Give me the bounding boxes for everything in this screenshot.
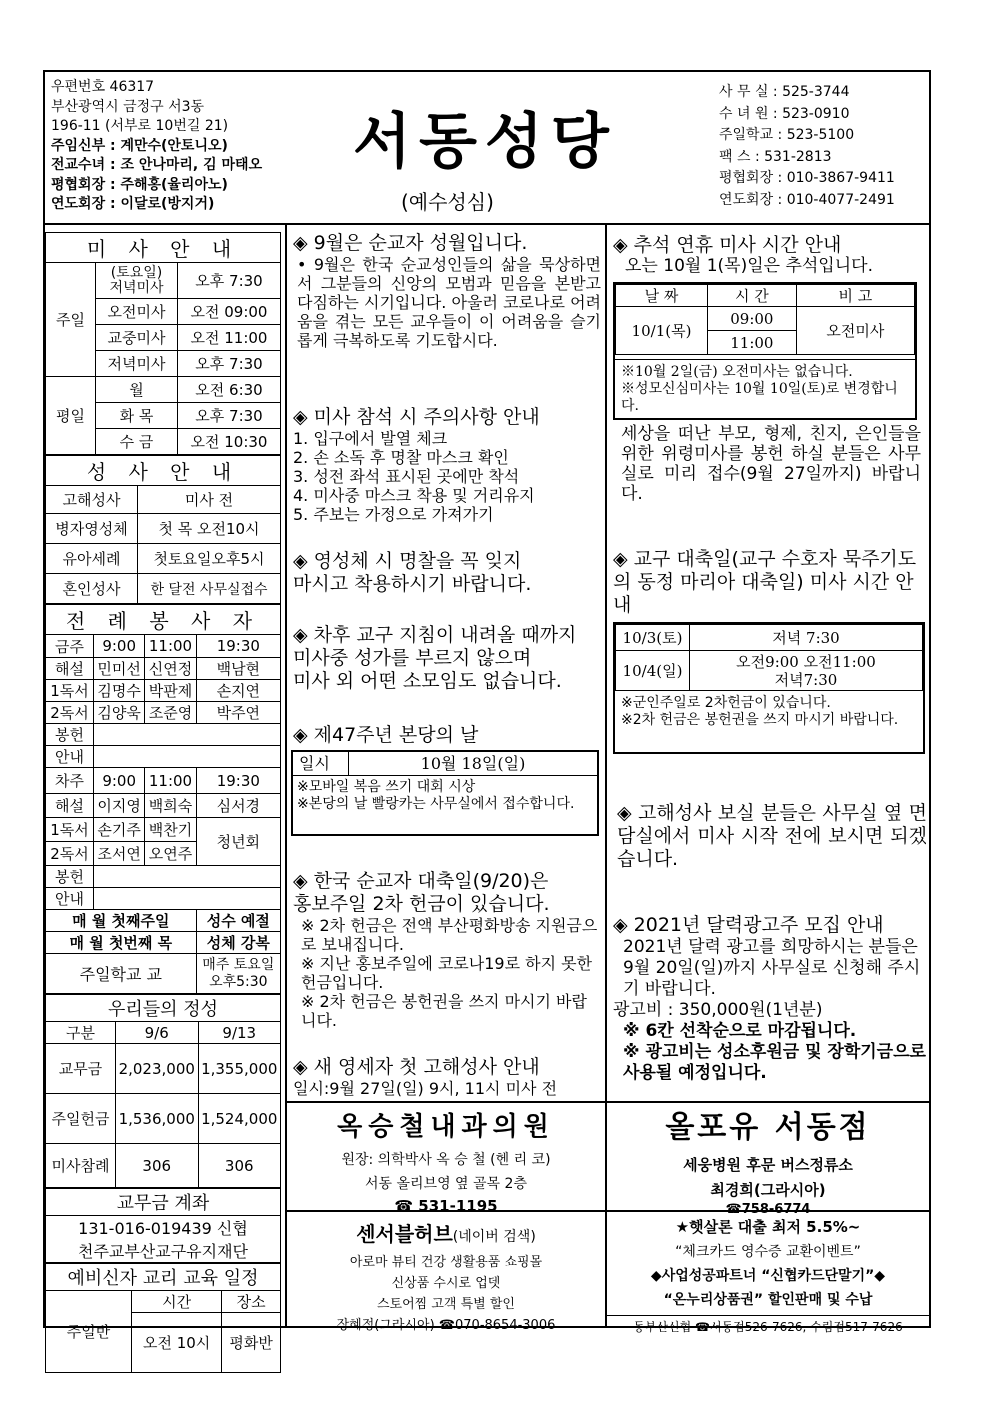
article-body: 2021년 달력 광고를 희망하시는 분들은 9월 20일(일)까지 사무실로 신청해 주시기 바랍니다. <box>623 937 921 999</box>
server: 오연주 <box>145 842 196 866</box>
server <box>94 724 281 746</box>
ad-line: 장혜정(그라시아) ☎070-8654-3006 <box>336 1318 556 1333</box>
funeral-president: 연도회장 : 이달로(방지거) <box>51 196 215 212</box>
role: 2독서 <box>46 702 94 724</box>
mass-name: 오전미사 <box>96 299 178 325</box>
server: 백찬기 <box>145 818 196 842</box>
article-title: ◈ 2021년 달력광고주 모집 안내 <box>613 914 884 936</box>
ad-phone: ☎ 531-1195 <box>394 1197 498 1215</box>
server: 손지연 <box>196 680 280 702</box>
postal-code: 우편번호 46317 <box>51 79 155 95</box>
sacrament-table <box>45 455 281 604</box>
list-item: 4. 미사중 마스크 착용 및 거리유지 <box>293 486 535 505</box>
offering-value: 1,524,000 <box>198 1094 281 1144</box>
offering-value: 1,355,000 <box>198 1044 281 1094</box>
parish-day-label: 일시 <box>293 752 349 775</box>
ad-subtitle: (네이버 검색) <box>452 1229 536 1245</box>
ad-phone: ☎758-6774 <box>725 1202 811 1217</box>
parish-subtitle: (예수성심) <box>401 190 494 214</box>
ad-title: 올포유 서동점 <box>665 1110 871 1145</box>
address-line-1: 부산광역시 금정구 서3동 <box>51 98 205 115</box>
article-title: ◈ 제47주년 본당의 날 <box>293 724 479 746</box>
list-item: 5. 주보는 가정으로 가져가기 <box>293 505 494 524</box>
account-holder: 천주교부산교구유지재단 <box>46 1239 281 1263</box>
sacrament-name: 고해성사 <box>46 486 138 514</box>
servers-time: 19:30 <box>196 635 280 658</box>
feast-date: 10/3(토) <box>616 625 690 651</box>
servers-title: 전 례 봉 사 자 <box>46 605 281 635</box>
offering-label: 미사참례 <box>46 1144 116 1188</box>
divider <box>285 225 287 1101</box>
server: 김양욱 <box>94 702 145 724</box>
server: 백남현 <box>196 658 280 680</box>
article-title: ◈ 추석 연휴 미사 시간 안내 <box>613 234 842 256</box>
role: 2독서 <box>46 842 94 866</box>
server: 신연정 <box>145 658 196 680</box>
left-column <box>45 232 285 1373</box>
servers-week: 차주 <box>46 768 94 794</box>
chuseok-box <box>613 282 917 420</box>
chuseok-time: 11:00 <box>708 331 797 355</box>
contact-funeral: 연도회장 : 010-4077-2491 <box>719 191 895 208</box>
catechism-time: 오전 10시 <box>132 1313 222 1373</box>
catechism-table <box>45 1263 281 1373</box>
servers-time: 11:00 <box>145 768 196 794</box>
sacrament-name: 유아세례 <box>46 544 138 574</box>
account-title: 교무금 계좌 <box>46 1189 281 1216</box>
chuseok-notes <box>615 359 915 419</box>
server: 조준영 <box>145 702 196 724</box>
ad-line: 서동 올리브영 옆 골목 2층 <box>365 1176 527 1192</box>
article-title: ◈ 새 영세자 첫 고해성사 안내 <box>293 1056 540 1078</box>
article-body: • 9월은 한국 순교성인들의 삶을 묵상하면서 그분들의 신앙의 모범과 믿음을 본받고 다짐하는 시기입니다. 아울러 코로나로 어려움을 겪는 모든 교우들이 이 어려움을 슬기롭게 극복하도록 기도합시다. <box>297 255 601 350</box>
offering-head: 9/6 <box>116 1022 199 1044</box>
offering-title: 우리들의 정성 <box>46 995 281 1022</box>
chuseok-head: 날 짜 <box>616 285 708 307</box>
contact-fax: 팩 스 : 531-2813 <box>719 148 832 165</box>
mass-name: 저녁미사 <box>96 351 178 377</box>
feast-date: 10/4(일) <box>616 651 690 691</box>
article-chuseok <box>613 234 925 276</box>
server: 손기주 <box>94 818 145 842</box>
ad-title: 센서블허브 <box>356 1222 453 1246</box>
note: ※ 2차 헌금은 전액 부산평화방송 지원금으로 보내집니다. <box>301 916 598 954</box>
role: 해설 <box>46 658 94 680</box>
article-body: 오는 10월 1(목)일은 추석입니다. <box>625 256 873 276</box>
mass-time: 오후 7:30 <box>178 351 281 377</box>
ad-price: 광고비 : 350,000원(1년분) <box>613 1000 823 1020</box>
mass-day: 수 금 <box>96 429 178 455</box>
role: 1독서 <box>46 818 94 842</box>
ad-credit-union <box>607 1216 929 1335</box>
server: 김명수 <box>94 680 145 702</box>
servers-time: 9:00 <box>94 768 145 794</box>
school-label: 주일학교 교 <box>46 954 197 994</box>
offering-label: 주일헌금 <box>46 1094 116 1144</box>
role: 안내 <box>46 746 94 768</box>
parish-day-notes <box>293 776 597 816</box>
article-title: ◈ 9월은 순교자 성월입니다. <box>293 232 528 254</box>
contact-convent: 수 녀 원 : 523-0910 <box>719 105 850 122</box>
server: 이지영 <box>94 794 145 818</box>
role: 봉헌 <box>46 724 94 746</box>
offering-head: 9/13 <box>198 1022 281 1044</box>
ad-line: “온누리상품권” 할인판매 및 수납 <box>663 1292 873 1308</box>
mass-time: 오전 6:30 <box>178 377 281 403</box>
offering-value: 1,536,000 <box>116 1094 199 1144</box>
note: ※ 광고비는 성소후원금 및 장학기금으로 사용될 예정입니다. <box>623 1042 926 1083</box>
offering-value: 306 <box>116 1144 199 1188</box>
sacrament-time: 첫토요일오후5시 <box>138 544 281 574</box>
servers-time: 19:30 <box>196 768 280 794</box>
chuseok-table <box>615 284 915 355</box>
mass-day: 월 <box>96 377 178 403</box>
diocese-feast-notes <box>615 691 923 733</box>
school-time: 매주 토요일 오후5:30 <box>196 954 280 994</box>
list-item: 2. 손 소독 후 명찰 마스크 확인 <box>293 448 509 467</box>
account-table <box>45 1188 281 1263</box>
servers-week: 금주 <box>46 635 94 658</box>
feast-time: 오전9:00 오전11:00 저녁7:30 <box>690 651 923 691</box>
offering-table <box>45 994 281 1188</box>
note: ※ 지난 홍보주일에 코로나19로 하지 못한 헌금입니다. <box>301 954 593 992</box>
mass-title: 미 사 안 내 <box>46 233 281 263</box>
article-martyrs-month <box>293 232 601 350</box>
article-confession: ◈ 고해성사 보실 분들은 사무실 옆 면담실에서 미사 시작 전에 보시면 되겠습니다. <box>617 802 927 870</box>
ad-sensible-herb <box>287 1218 605 1333</box>
role: 봉헌 <box>46 866 94 888</box>
catechism-head: 시간 <box>132 1291 222 1313</box>
monthly-detail: 성수 예절 <box>196 910 280 932</box>
mass-name: 교중미사 <box>96 325 178 351</box>
mass-time: 오후 7:30 <box>178 263 281 299</box>
catechism-title: 예비신자 교리 교육 일정 <box>46 1264 281 1291</box>
contact-list <box>719 82 895 211</box>
address-line-2: 196-11 (서부로 10번길 21) <box>51 118 229 134</box>
server: 민미선 <box>94 658 145 680</box>
note: ※모바일 복음 쓰기 대회 시상 <box>297 779 476 795</box>
article-title: ◈ 한국 순교자 대축일(9/20)은 홍보주일 2차 헌금이 있습니다. <box>293 870 550 915</box>
note: ※본당의 날 빨랑카는 사무실에서 접수합니다. <box>297 796 575 812</box>
mass-time: 오전 10:30 <box>178 429 281 455</box>
sacrament-time: 미사 전 <box>138 486 281 514</box>
article-name-tag: ◈ 영성체 시 명찰을 꼭 잊지 마시고 착용하시기 바랍니다. <box>293 550 532 595</box>
sunday-label: 주일 <box>46 263 96 377</box>
chuseok-date: 10/1(목) <box>616 307 708 355</box>
chuseok-note: 오전미사 <box>796 307 914 355</box>
article-body: 일시:9월 27일(일) 9시, 11시 미사 전 <box>293 1079 558 1098</box>
mass-time: 오전 11:00 <box>178 325 281 351</box>
servers-table <box>45 604 281 994</box>
note: ※10월 2일(금) 오전미사는 없습니다. <box>621 364 853 380</box>
offering-label: 교무금 <box>46 1044 116 1094</box>
server: 청년회 <box>196 818 280 866</box>
ad-line: 세웅병원 후문 버스정류소 <box>683 1156 853 1174</box>
ad-line: 최경희(그라시아) <box>710 1181 826 1199</box>
parish-day-box <box>291 750 599 836</box>
diocese-feast-table <box>615 624 923 691</box>
article-mass-rules <box>293 406 601 524</box>
bulletin-header <box>45 72 929 225</box>
ad-clinic <box>287 1106 605 1215</box>
server <box>94 746 281 768</box>
server <box>94 888 281 910</box>
ad-line: 동부산신협 ☎서동점526-7626, 수림점517-7626 <box>607 1315 929 1335</box>
article-calendar-ad <box>613 914 927 1084</box>
article-martyrs-feast <box>293 870 601 1030</box>
mass-table <box>45 232 281 455</box>
list-item: 3. 성전 좌석 표시된 곳에만 착석 <box>293 467 520 486</box>
divider <box>605 225 607 1101</box>
article-parish-day <box>293 724 601 747</box>
server: 박주연 <box>196 702 280 724</box>
note: ※ 2차 헌금은 봉헌권을 쓰지 마시기 바랍니다. <box>301 992 587 1030</box>
sacrament-name: 병자영성체 <box>46 514 138 544</box>
sacrament-name: 혼인성사 <box>46 574 138 604</box>
weekday-label: 평일 <box>46 377 96 455</box>
server: 박판제 <box>145 680 196 702</box>
contact-school: 주일학교 : 523-5100 <box>719 127 855 143</box>
pastor: 주임신부 : 계만수(안토니오) <box>51 137 228 154</box>
monthly-detail: 성체 강복 <box>196 932 280 954</box>
servers-time: 9:00 <box>94 635 145 658</box>
ad-line: ◆사업성공파트너 “신협카드단말기”◆ <box>650 1268 886 1284</box>
sacrament-time: 한 달전 사무실접수 <box>138 574 281 604</box>
server: 조서연 <box>94 842 145 866</box>
role: 안내 <box>46 888 94 910</box>
parish-info <box>51 78 262 215</box>
catechism-place: 평화반 <box>222 1313 281 1373</box>
parish-title: 서동성당 <box>353 107 617 177</box>
contact-council: 평협회장 : 010-3867-9411 <box>719 170 895 186</box>
ad-line: ★햇살론 대출 최저 5.5%~ <box>675 1218 861 1236</box>
mass-time: 오전 09:00 <box>178 299 281 325</box>
chuseok-head: 시 간 <box>708 285 797 307</box>
offering-value: 306 <box>198 1144 281 1188</box>
monthly-event: 매 월 첫째주일 <box>46 910 197 932</box>
council-president: 평협회장 : 주해홍(율리아노) <box>51 176 228 193</box>
note: ※2차 헌금은 봉헌권을 쓰지 마시기 바랍니다. <box>621 712 899 728</box>
sacrament-title: 성 사 안 내 <box>46 456 281 486</box>
bulletin-page <box>43 70 931 1352</box>
catechism-head: 장소 <box>222 1291 281 1313</box>
list-item: 1. 입구에서 발열 체크 <box>293 429 448 448</box>
ad-line: 스토어찜 고객 특별 할인 <box>377 1297 515 1312</box>
article-first-confession <box>293 1056 601 1098</box>
chuseok-time: 09:00 <box>708 307 797 331</box>
mass-time: 오후 7:30 <box>178 403 281 429</box>
note: ※군인주일로 2차헌금이 있습니다. <box>621 695 831 711</box>
feast-time: 저녁 7:30 <box>690 625 923 651</box>
ad-allforyou <box>607 1102 929 1217</box>
server: 심서경 <box>196 794 280 818</box>
article-requiem: 세상을 떠난 부모, 형제, 친지, 은인들을 위한 위령미사를 봉헌 하실 분들은 사무실로 미리 접수(9월 27일까지) 바랍니다. <box>621 424 921 504</box>
server <box>94 866 281 888</box>
note: ※ 6칸 선착순으로 마감됩니다. <box>623 1021 857 1041</box>
role: 해설 <box>46 794 94 818</box>
sisters: 전교수녀 : 조 안나마리, 김 마태오 <box>51 157 263 173</box>
monthly-event: 매 월 첫번째 목 <box>46 932 197 954</box>
ad-line: 아로마 뷰티 건강 생활용품 쇼핑몰 <box>349 1255 543 1270</box>
catechism-label: 주일반 <box>46 1291 132 1373</box>
mass-day: 화 목 <box>96 403 178 429</box>
server: 백희숙 <box>145 794 196 818</box>
contact-office: 사 무 실 : 525-3744 <box>719 84 850 100</box>
account-number: 131-016-019439 신협 <box>46 1216 281 1240</box>
ad-line: 원장: 의학박사 옥 승 철 (헨 리 코) <box>341 1152 551 1168</box>
offering-head: 구분 <box>46 1022 116 1044</box>
sacrament-time: 첫 목 오전10시 <box>138 514 281 544</box>
article-title: ◈ 미사 참석 시 주의사항 안내 <box>293 406 540 428</box>
role: 1독서 <box>46 680 94 702</box>
offering-value: 2,023,000 <box>116 1044 199 1094</box>
note: ※성모신심미사는 10월 10일(토)로 변경합니다. <box>621 381 898 414</box>
article-diocese-feast: ◈ 교구 대축일(교구 수호자 묵주기도의 동정 마리아 대축일) 미사 시간 안내 <box>613 548 917 616</box>
diocese-feast-box <box>613 622 925 754</box>
chuseok-head: 비 고 <box>796 285 914 307</box>
parish-day-date: 10월 18일(일) <box>420 754 526 773</box>
mass-name: (토요일) 저녁미사 <box>96 263 178 299</box>
servers-time: 11:00 <box>145 635 196 658</box>
ad-title: 옥승철내과의원 <box>337 1112 555 1142</box>
ad-line: “체크카드 영수증 교환이벤트” <box>675 1244 861 1260</box>
ad-line: 신상품 수시로 업뎃 <box>391 1276 501 1291</box>
article-singing: ◈ 차후 교구 지침이 내려올 때까지 미사중 성가를 부르지 않으며 미사 외 어떤 소모임도 없습니다. <box>293 624 577 692</box>
